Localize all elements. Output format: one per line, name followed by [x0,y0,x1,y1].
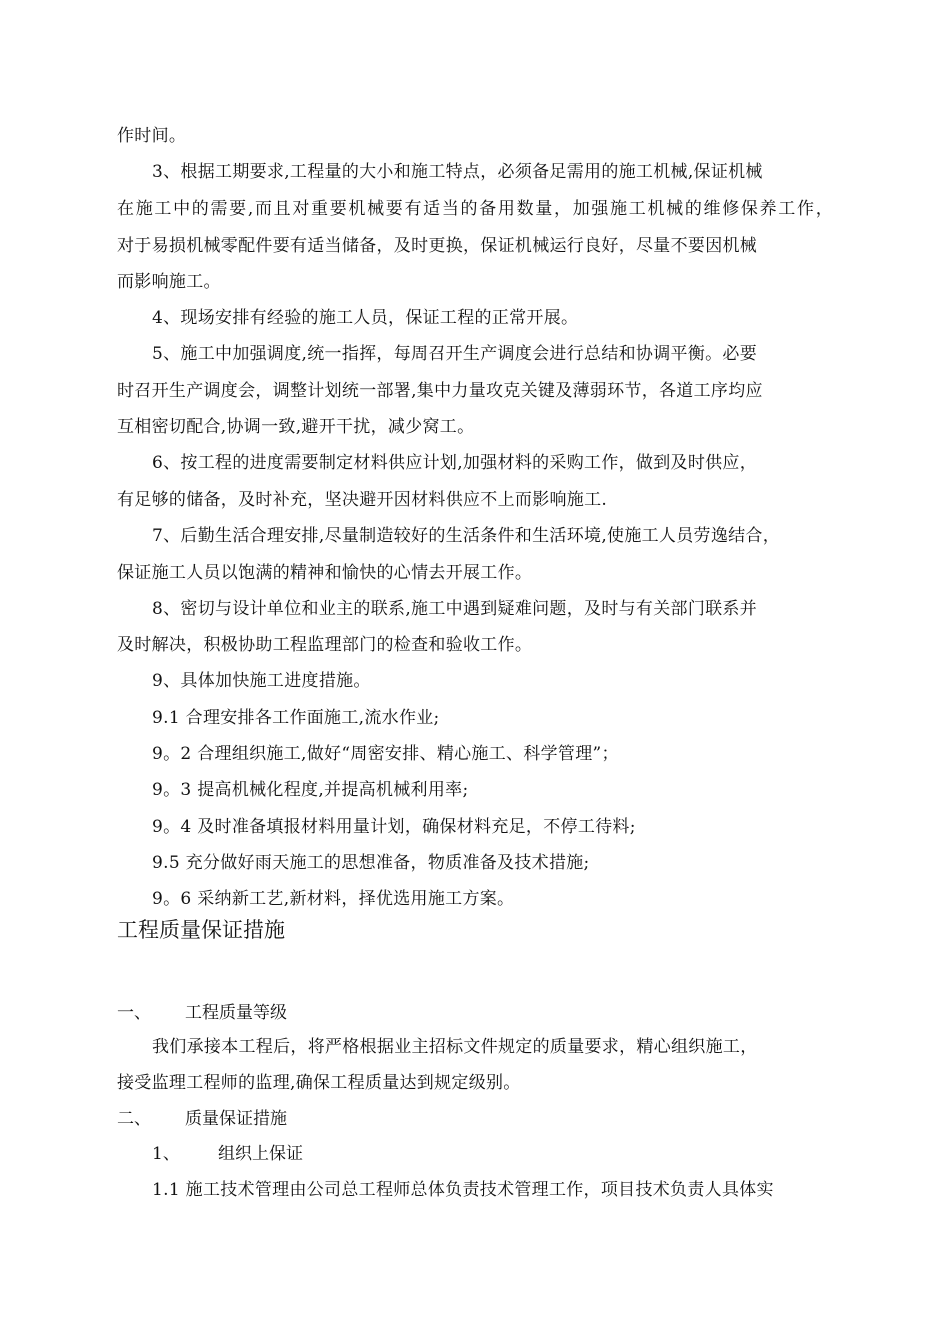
text-line: 9。2 合理组织施工,做好“周密安排、精心施工、科学管理”； [152,744,619,764]
text-line: 8、密切与设计单位和业主的联系,施工中遇到疑难问题，及时与有关部门联系并 [152,599,758,619]
part-title: 质量保证措施 [185,1109,287,1129]
text-line: 保证施工人员以饱满的精神和愉快的心情去开展工作。 [117,563,533,583]
text-line: 时召开生产调度会，调整计划统一部署,集中力量攻克关键及薄弱环节，各道工序均应 [117,381,763,401]
part-number: 二、 [117,1109,151,1129]
text-line: 9、具体加快施工进度措施。 [152,671,371,691]
text-line: 我们承接本工程后，将严格根据业主招标文件规定的质量要求，精心组织施工， [152,1037,758,1057]
section-title: 工程质量保证措施 [117,918,285,942]
text-line: 9.5 充分做好雨天施工的思想准备，物质准备及技术措施; [152,853,590,873]
subsection-title: 组织上保证 [218,1144,303,1164]
text-line: 9.1 合理安排各工作面施工,流水作业; [152,708,440,728]
text-line: 9。4 及时准备填报材料用量计划，确保材料充足，不停工待料; [152,817,636,837]
part-title: 工程质量等级 [185,1003,287,1023]
text-line: 及时解决，积极协助工程监理部门的检查和验收工作。 [117,635,533,655]
text-line: 作时间。 [117,126,187,146]
text-line: 互相密切配合,协调一致,避开干扰，减少窝工。 [117,417,475,437]
text-line: 9。3 提高机械化程度,并提高机械利用率; [152,780,469,800]
text-line: 1.1 施工技术管理由公司总工程师总体负责技术管理工作，项目技术负责人具体实 [152,1180,774,1200]
part-number: 一、 [117,1003,151,1023]
text-line: 5、施工中加强调度,统一指挥，每周召开生产调度会进行总结和协调平衡。必要 [152,344,758,364]
text-line: 接受监理工程师的监理,确保工程质量达到规定级别。 [117,1073,521,1093]
text-line: 3、根据工期要求,工程量的大小和施工特点，必须备足需用的施工机械,保证机械 [152,162,763,182]
text-line: 9。6 采纳新工艺,新材料，择优选用施工方案。 [152,889,515,909]
text-line: 在施工中的需要,而且对重要机械要有适当的备用数量，加强施工机械的维修保养工作， [117,199,833,219]
subsection-number: 1、 [152,1144,180,1164]
text-line: 4、现场安排有经验的施工人员，保证工程的正常开展。 [152,308,579,328]
text-line: 对于易损机械零配件要有适当储备，及时更换，保证机械运行良好，尽量不要因机械 [117,236,758,256]
text-line: 有足够的储备，及时补充，坚决避开因材料供应不上而影响施工. [117,490,608,510]
text-line: 6、按工程的进度需要制定材料供应计划,加强材料的采购工作，做到及时供应， [152,453,758,473]
text-line: 7、后勤生活合理安排,尽量制造较好的生活条件和生活环境,使施工人员劳逸结合， [152,526,781,546]
text-line: 而影响施工。 [117,272,221,292]
